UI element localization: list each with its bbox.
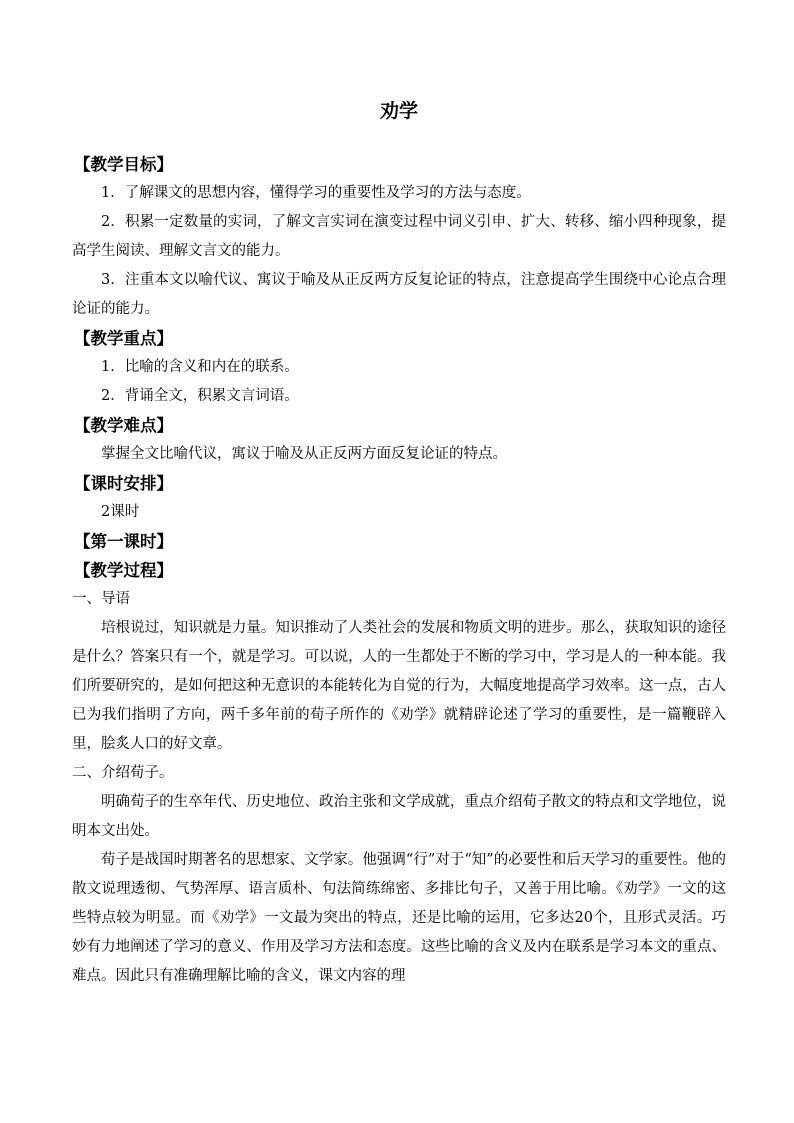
paragraph: 明确荀子的生卒年代、历史地位、政治主张和文学成就，重点介绍荀子散文的特点和文学地位，说明本文出处。 xyxy=(72,794,726,839)
section-heading: 【教学目标】 xyxy=(74,155,173,174)
paragraph: 培根说过，知识就是力量。知识推动了人类社会的发展和物质文明的进步。那么，获取知识的途径是什么？答案只有一个，就是学习。可以说，人的一生都处于不断的学习中，学习是人的一种本能。我们所要研究的，是如何把这种无意识的本能转化为自觉的行为，大幅度地提高学习效率。这一点，古人已为我们指明了方向，两千多年前的荀子所作的《劝学》就精辟论述了学习的重要性，是一篇鞭辟入里，脍炙人口的好文章。 xyxy=(72,620,726,752)
section-heading: 【教学过程】 xyxy=(74,561,173,580)
paragraph: 3．注重本文以喻代议、寓议于喻及从正反两方反复论证的特点，注意提高学生围绕中心论点合理论证的能力。 xyxy=(72,272,726,317)
section-heading: 【教学重点】 xyxy=(74,329,173,348)
subsection-title: 二、介绍荀子。 xyxy=(72,765,174,781)
document-body xyxy=(72,96,726,991)
paragraph: 2．积累一定数量的实词，了解文言实词在演变过程中词义引申、扩大、转移、缩小四种现象，提高学生阅读、理解文言文的能力。 xyxy=(72,214,726,259)
paragraph: 2课时 xyxy=(101,504,140,520)
document-title: 劝学 xyxy=(379,100,418,122)
paragraph: 1．比喻的含义和内在的联系。 xyxy=(101,359,299,375)
paragraph: 2．背诵全文，积累文言词语。 xyxy=(101,388,299,404)
section-heading: 【课时安排】 xyxy=(74,474,173,493)
section-heading: 【第一课时】 xyxy=(74,532,173,551)
paragraph: 掌握全文比喻代议，寓议于喻及从正反两方面反复论证的特点。 xyxy=(101,446,507,462)
paragraph: 荀子是战国时期著名的思想家、文学家。他强调“行”对于“知”的必要性和后天学习的重要性。他的散文说理透彻、气势浑厚、语言质朴、句法简练绵密、多排比句子，又善于用比喻。《劝学》一文的这些特点较为明显。而《劝学》一文最为突出的特点，还是比喻的运用，它多达20个，且形式灵活。巧妙有力地阐述了学习的意义、作用及学习方法和态度。这些比喻的含义及内在联系是学习本文的重点、难点。因此只有准确理解比喻的含义，课文内容的理 xyxy=(72,852,726,984)
paragraph: 1．了解课文的思想内容，懂得学习的重要性及学习的方法与态度。 xyxy=(101,185,531,201)
subsection-title: 一、导语 xyxy=(72,591,130,607)
section-heading: 【教学难点】 xyxy=(74,416,173,435)
